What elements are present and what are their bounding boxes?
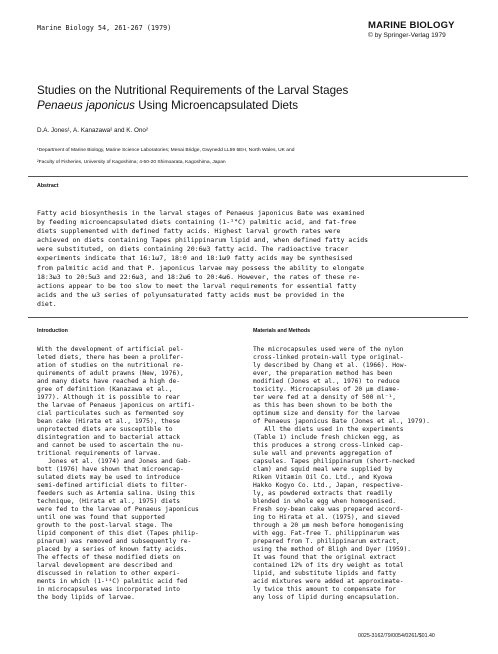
introduction-line: 1977). Although it is possible to rear <box>37 393 180 401</box>
introduction-line: and cannot be used to ascertain the nu- <box>37 441 184 449</box>
methods-line: It was found that the original extract <box>253 553 396 561</box>
introduction-line: leted diets, there has been a prolifer- <box>37 353 184 361</box>
methods-line: (Table 1) include fresh chicken egg, as <box>253 433 400 441</box>
methods-line: All the diets used in the experiments <box>253 425 404 433</box>
introduction-line: growth to the post-larval stage. The <box>37 521 173 529</box>
introduction-line: discussed in relation to other experi- <box>37 569 180 577</box>
introduction-line: bean cake (Hirata et al., 1975), these <box>37 417 180 425</box>
introduction-line: semi-defined artificial diets to filter- <box>37 481 188 489</box>
introduction-line: pinarum) was removed and subsequently re- <box>37 537 192 545</box>
introduction-line: disintegration and to bacterial attack <box>37 433 180 441</box>
abstract-line: from palmitic acid and that P. japonicus larvae may possess the ability to elongate <box>37 263 365 272</box>
introduction-line: in microcapsules was incorporated into <box>37 585 180 593</box>
methods-line: cross-linked protein-wall type original- <box>253 353 404 361</box>
introduction-line: cial particulates such as fermented soy <box>37 409 184 417</box>
introduction-line: the larvae of Penaeus japonicus on artifi- <box>37 401 196 409</box>
methods-line: any loss of lipid during encapsulation. <box>253 593 400 601</box>
abstract-line: experiments indicate that 16:1ω7, 18:0 and 18:1ω9 fatty acids may be synthesised <box>37 254 353 263</box>
abstract-line: 18:3ω3 to 20:5ω3 and 22:6ω3, and 18:2ω6 to 20:4ω6. However, the rates of these re- <box>37 272 361 281</box>
methods-line: Fresh soy-bean cake was prepared accord- <box>253 505 404 513</box>
author-list: D.A. Jones¹, A. Kanazawa² and K. Ono² <box>37 127 148 134</box>
methods-line: acid mixtures were added at approximate- <box>253 577 404 585</box>
introduction-line: sulated diets may be used to introduce <box>37 473 180 481</box>
affiliation-1: ¹Department of Marine Biology, Marine Science Laboratories; Menai Bridge, Gwynedd LL59 5EH, North Wales, UK and <box>37 148 295 153</box>
methods-line: ly twice this amount to compensate for <box>253 585 396 593</box>
methods-line: as this has been shown to be both the <box>253 401 393 409</box>
methods-line: modified (Jones et al., 1976) to reduce <box>253 377 400 385</box>
abstract-line: Fatty acid biosynthesis in the larval stages of Penaeus japonicus Bate was examined <box>37 209 365 217</box>
introduction-line: were fed to the larvae of Penaeus japonicus <box>37 505 199 513</box>
abstract-bottom-divider <box>28 317 468 318</box>
journal-brand-name: MARINE BIOLOGY <box>368 20 455 31</box>
title-line-2-rest: Using Microencapsulated Diets <box>134 98 299 112</box>
abstract-line: actions appear to be too slow to meet the larval requirements for essential fatty <box>37 281 357 290</box>
introduction-line: With the development of artificial pel- <box>37 346 184 353</box>
introduction-line: feeders such as Artemia salina. Using this <box>37 489 196 497</box>
methods-line: this produces a strong cross-linked cap- <box>253 441 404 449</box>
abstract-line: achieved on diets containing Tapes philippinarum lipid and, when defined fatty acids <box>37 236 369 245</box>
methods-line: Riken Vitamin Oil Co. Ltd., and Kyowa <box>253 473 393 481</box>
abstract-top-divider <box>28 176 468 177</box>
introduction-line: tritional requirements of larvae. <box>37 449 162 457</box>
introduction-line: Jones et al. (1974) and Jones and Gab- <box>37 457 192 465</box>
methods-line: ever, the preparation method has been <box>253 369 393 377</box>
introduction-line: ments in which (1-¹⁴C) palmitic acid fed <box>37 577 188 585</box>
methods-line: ly, as powdered extracts that readily <box>253 489 393 497</box>
methods-line: with egg. Fat-free T. philippinarum was <box>253 529 400 537</box>
methods-line: of Penaeus japonicus Bate (Jones et al., 1979). <box>253 417 430 425</box>
methods-line: ter were fed at a density of 500 ml⁻¹, <box>253 393 396 401</box>
introduction-line: bott (1976) have shown that microencap- <box>37 465 184 473</box>
methods-line: toxicity. Microcapsules of 20 μm diame- <box>253 385 400 393</box>
abstract-line: by feeding microencapsulated diets containing (1-¹⁴C) palmitic acid, and fat-free <box>37 218 357 227</box>
introduction-heading: Introduction <box>37 328 68 334</box>
introduction-text <box>37 346 251 602</box>
abstract-line: diets supplemented with defined fatty acids. Highest larval growth rates were <box>37 227 341 236</box>
abstract-line: diet. <box>37 299 57 308</box>
introduction-line: larval development are described and <box>37 561 173 569</box>
methods-line: through a 20 μm mesh before homogenising <box>253 521 404 529</box>
methods-line: contained 12% of its dry weight as total <box>253 561 404 569</box>
introduction-line: placed by a series of known fatty acids. <box>37 545 188 553</box>
article-code: 0025-3162/79/0054/0261/$01.40 <box>358 633 435 639</box>
introduction-line: lipid component of this diet (Tapes philip- <box>37 529 199 537</box>
article-title <box>37 84 477 113</box>
introduction-line: quirements of adult prawns (New, 1976), <box>37 369 184 377</box>
introduction-line: technique, (Hirata et al., 1975) diets <box>37 497 180 505</box>
methods-line: clam) and squid meal were supplied by <box>253 465 393 473</box>
methods-line: The microcapsules used were of the nylon <box>253 346 404 353</box>
introduction-line: gree of definition (Kanazawa et al., <box>37 385 173 393</box>
methods-heading: Materials and Methods <box>253 328 311 334</box>
methods-text <box>253 346 467 602</box>
title-species-name: Penaeus japonicus <box>37 98 135 112</box>
methods-line: Hakko Kogyo Co. Ltd., Japan, respective- <box>253 481 404 489</box>
title-line-1: Studies on the Nutritional Requirements of the Larval Stages <box>37 84 349 97</box>
introduction-line: The effects of these modified diets on <box>37 553 180 561</box>
methods-line: using the method of Bligh and Dyer (1959). <box>253 545 412 553</box>
affiliation-2: ²Faculty of Fisheries, University of Kagoshima; 4-50-20 Shimoarata, Kagoshima, Japan <box>37 160 226 165</box>
journal-reference: Marine Biology 54, 261-267 (1979) <box>37 24 172 32</box>
methods-line: sule wall and prevents aggregation of <box>253 449 393 457</box>
methods-line: lipid, and substitute lipids and fatty <box>253 569 396 577</box>
abstract-line: were substituted, on diets containing 20:6ω3 fatty acid. The radioactive tracer <box>37 245 349 254</box>
publisher-brand <box>368 20 455 39</box>
methods-line: blended in whole egg when homogenised. <box>253 497 396 505</box>
introduction-line: the body lipids of larvae. <box>37 593 135 601</box>
methods-line: capsules. Tapes philippinarum (short-necked <box>253 457 415 465</box>
introduction-line: ation of studies on the nutritional re- <box>37 361 184 369</box>
title-line-2 <box>37 99 477 114</box>
abstract-heading: Abstract <box>37 183 59 189</box>
abstract-line: acids and the ω3 series of polyunsaturated fatty acids must be provided in the <box>37 290 345 299</box>
abstract-body <box>37 209 469 309</box>
copyright-line: © by Springer-Verlag 1979 <box>368 32 446 39</box>
introduction-line: until one was found that supported <box>37 513 165 521</box>
introduction-line: and many diets have reached a high de- <box>37 377 180 385</box>
methods-line: optimum size and density for the larvae <box>253 409 400 417</box>
methods-line: ing to Hirata et al. (1975), and sieved <box>253 513 400 521</box>
methods-line: prepared from T. philippinarum extract, <box>253 537 400 545</box>
methods-line: ly described by Chang et al. (1966). How- <box>253 361 408 369</box>
introduction-line: unprotected diets are susceptible to <box>37 425 173 433</box>
